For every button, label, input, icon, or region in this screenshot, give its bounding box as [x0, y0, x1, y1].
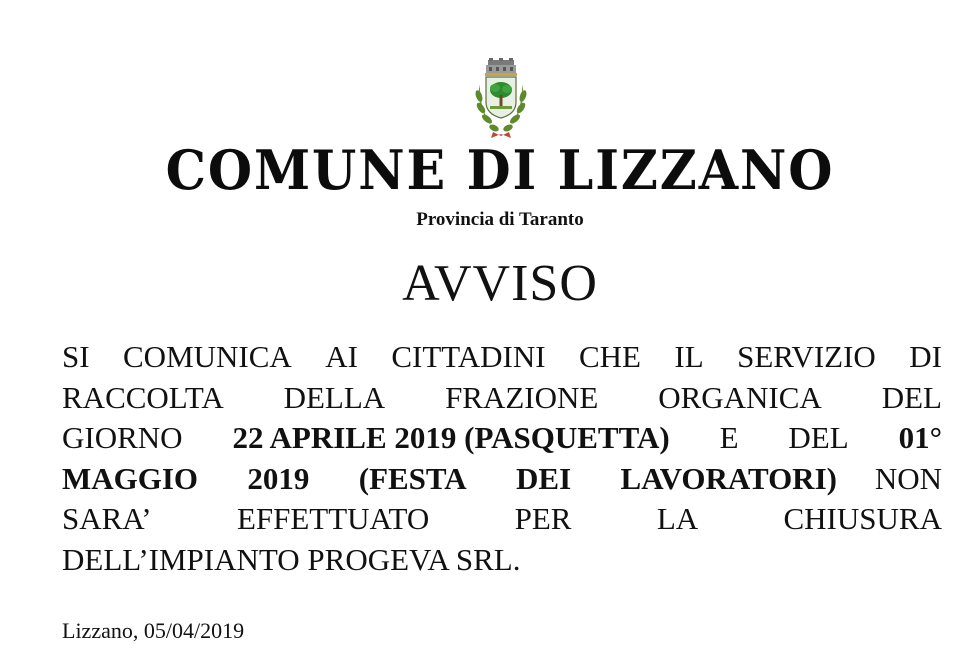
date-highlight: 22 APRILE 2019 (PASQUETTA)	[232, 420, 670, 455]
word: PER	[514, 501, 572, 536]
date-highlight: 01°	[898, 420, 942, 455]
word: DELL’IMPIANTO PROGEVA SRL.	[62, 541, 521, 577]
word: COMUNICA	[123, 339, 292, 374]
town-title: COMUNE DI LIZZANO	[165, 138, 835, 202]
word: 2019	[247, 460, 310, 496]
word: CITTADINI	[391, 339, 546, 374]
crown-icon	[485, 58, 517, 76]
word: E	[719, 420, 739, 455]
word: IL	[674, 339, 704, 374]
word: SI	[62, 339, 90, 374]
word: SARA’	[62, 501, 152, 536]
notice-title: AVVISO	[402, 255, 598, 312]
word: SERVIZIO	[737, 339, 876, 374]
word: LAVORATORI)	[620, 460, 837, 496]
word: RACCOLTA	[62, 379, 224, 415]
word: EFFETTUATO	[236, 501, 430, 536]
word: DEL	[788, 420, 849, 455]
notice-line	[62, 540, 942, 581]
word: (FESTA	[358, 460, 467, 496]
word: NON	[874, 460, 942, 496]
notice-line	[62, 499, 942, 540]
word: MAGGIO	[62, 460, 199, 496]
word: LA	[656, 501, 699, 536]
word: DELLA	[283, 379, 386, 415]
notice-line	[62, 459, 942, 500]
notice-line	[62, 337, 942, 378]
coat-of-arms-icon	[466, 58, 536, 142]
date-highlight	[62, 459, 837, 500]
notice-line	[62, 418, 942, 459]
word: CHIUSURA	[783, 501, 942, 536]
notice-line	[62, 378, 942, 419]
word: DEL	[881, 379, 942, 415]
word: GIORNO	[62, 420, 183, 455]
notice-body	[62, 337, 942, 580]
place-date: Lizzano, 05/04/2019	[62, 618, 245, 643]
word: FRAZIONE	[445, 379, 599, 415]
word: AI	[325, 339, 358, 374]
word: DEI	[516, 460, 572, 496]
word: CHE	[578, 339, 641, 374]
word: DI	[909, 339, 942, 374]
word: ORGANICA	[658, 379, 822, 415]
province-subtitle: Provincia di Taranto	[416, 209, 584, 230]
